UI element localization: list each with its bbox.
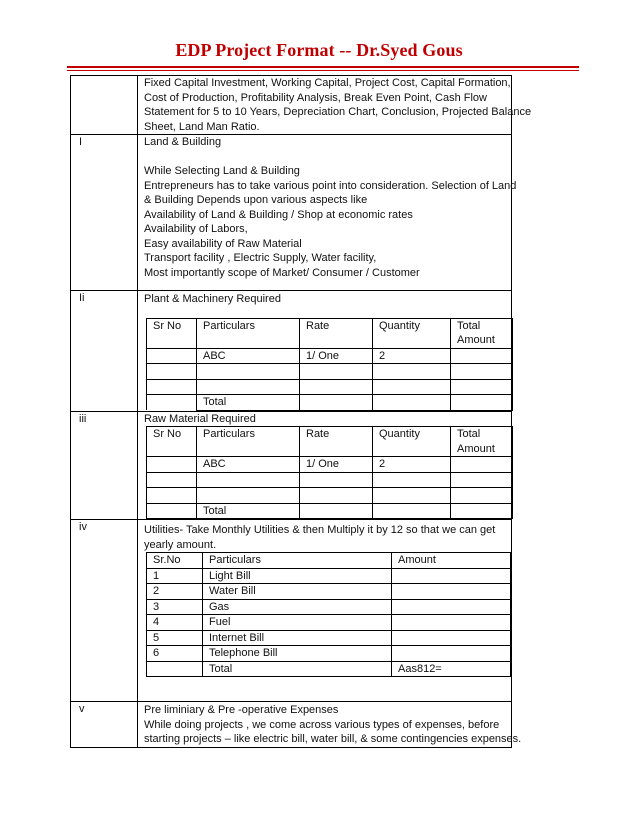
section-number: I: [71, 135, 138, 291]
table-row: ABC 1/ One 2: [147, 457, 513, 473]
section-raw-material: [71, 411, 512, 520]
section-number: iv: [71, 520, 138, 702]
table-row: 1 Light Bill: [147, 568, 511, 584]
utilities-table: [146, 552, 511, 677]
section-number: Ii: [71, 291, 138, 412]
table-total-row: Total: [147, 503, 513, 519]
intro-row: [71, 76, 512, 135]
table-header-row: Sr No Particulars Rate Quantity Total Amount: [147, 318, 513, 348]
document-title: EDP Project Format -- Dr.Syed Gous: [175, 40, 463, 60]
section-number: v: [71, 702, 138, 748]
intro-text: Fixed Capital Investment, Working Capital, Project Cost, Capital Formation, Cost of Production, Profitability Analysis, Break Even Point, Cash Flow Statement for 5 to 10 Years, Depreciation Chart, Conclusion, Projected Balance Sheet, Land Man Ratio.: [138, 76, 512, 135]
table-total-row: Total Aas812=: [147, 661, 511, 677]
section-heading: Plant & Machinery Required: [144, 293, 281, 305]
section-plant-machinery: [71, 291, 512, 412]
section-land-building: I Land & Building While Selecting Land & Building Entrepreneurs has to take various point into consideration. Selection of Land & Building Depends upon various aspects like Availability of Land & Building / Shop at economic rates Availability of Labors, Easy availability of Raw Material Transport facility , Electric Supply, Water facility, Most importantly scope of Market/ Consumer / Customer: [71, 135, 512, 291]
title-underline-thin: [67, 70, 579, 71]
project-format-table: [70, 75, 532, 748]
table-row: 2 Water Bill: [147, 584, 511, 600]
table-row: [147, 379, 513, 395]
section-preliminary-expenses: v Pre liminiary & Pre -operative Expenses While doing projects , we come across various types of expenses, before starting projects – like electric bill, water bill, & some contingencies expenses.: [71, 702, 512, 748]
plant-machinery-table: [146, 318, 513, 411]
table-row: ABC 1/ One 2: [147, 348, 513, 364]
raw-material-table: [146, 426, 513, 519]
table-row: [147, 488, 513, 504]
section-number: iii: [71, 411, 138, 520]
section-heading: Raw Material Required: [144, 412, 256, 425]
table-row: 5 Internet Bill: [147, 630, 511, 646]
section-heading: Land & Building: [144, 136, 222, 148]
section-utilities: iv Utilities- Take Monthly Utilities & then Multiply it by 12 so that we can get yearly amount. Sr.No Particulars Amount 1 Light Bill 2 Water Bill 3 Gas 4 Fuel 5 Internet Bill 6 Telephone Bill Total Aas812=: [71, 520, 512, 702]
table-row: [147, 472, 513, 488]
title-underline: [67, 66, 579, 68]
table-header-row: Sr No Particulars Rate Quantity Total Amount: [147, 427, 513, 457]
table-row: [147, 364, 513, 380]
table-header-row: Sr.No Particulars Amount: [147, 553, 511, 569]
table-row: 4 Fuel: [147, 615, 511, 631]
table-row: 6 Telephone Bill: [147, 646, 511, 662]
table-row: 3 Gas: [147, 599, 511, 615]
table-total-row: Total: [147, 395, 513, 411]
